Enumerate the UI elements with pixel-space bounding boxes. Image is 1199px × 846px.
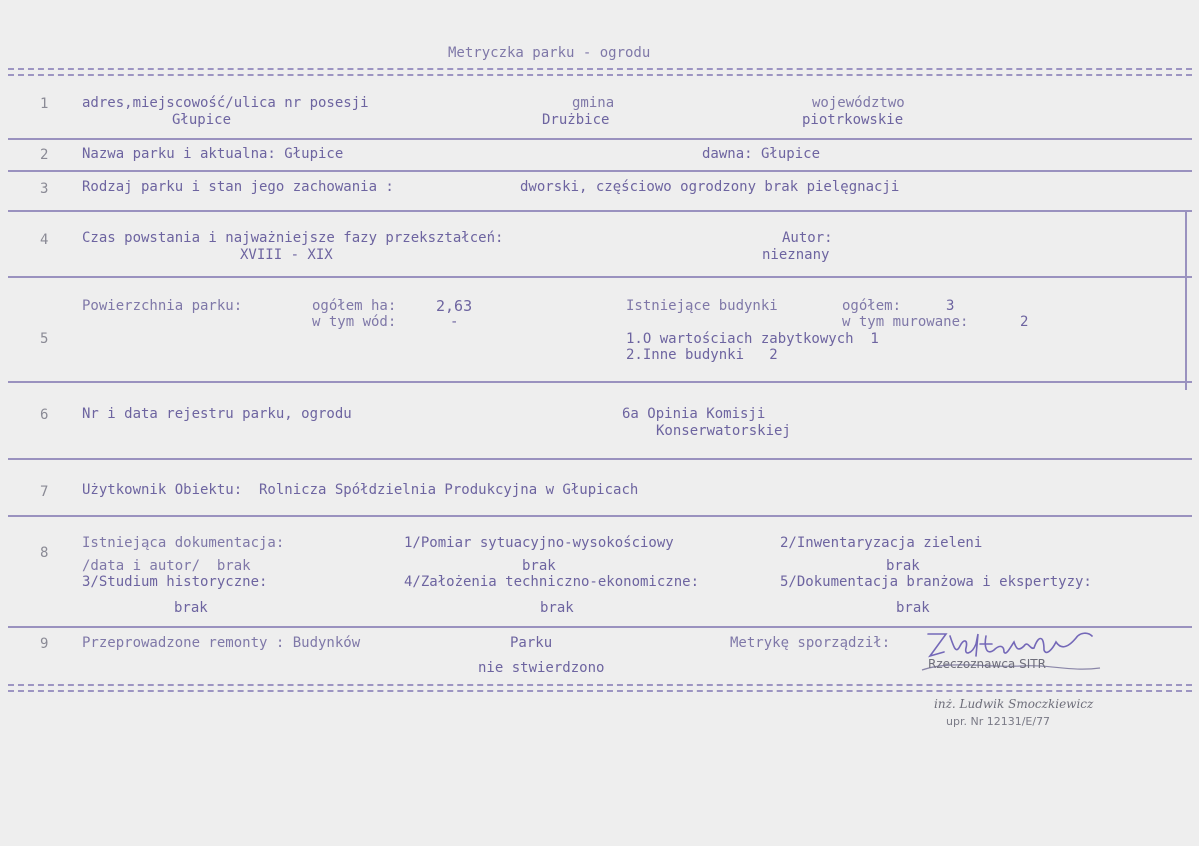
buildings-total-value: 3 <box>946 298 955 314</box>
commission-opinion-2: Konserwatorskiej <box>656 423 791 439</box>
row-number-4: 4 <box>40 232 49 248</box>
greenery-inventory-item: 2/Inwentaryzacja zieleni <box>780 535 983 551</box>
monument-buildings: 1.O wartościach zabytkowych 1 <box>626 331 879 347</box>
technical-economic-value: brak <box>540 600 574 616</box>
sector-documentation-item: 5/Dokumentacja branżowa i ekspertyzy: <box>780 574 1092 590</box>
greenery-inventory-value: brak <box>886 558 920 574</box>
voivodeship-value: piotrkowskie <box>802 112 904 128</box>
park-type-value: dworski, częściowo ogrodzony brak pielęgnacji <box>520 179 900 195</box>
row-number-6: 6 <box>40 407 49 423</box>
footer-rule-2 <box>8 690 1192 692</box>
documentation-label: Istniejąca dokumentacja: <box>82 535 285 551</box>
register-label: Nr i data rejestru parku, ogrodu <box>82 406 352 422</box>
location-value: Głupice <box>172 112 232 128</box>
commission-opinion: 6a Opinia Komisji <box>622 406 766 422</box>
row-number-8: 8 <box>40 545 49 561</box>
other-buildings: 2.Inne budynki 2 <box>626 347 778 363</box>
buildings-total-label: ogółem: <box>842 298 902 314</box>
author-value: nieznany <box>762 247 830 263</box>
prepared-by-label: Metrykę sporządził: <box>730 635 891 651</box>
voivodeship-label: województwo <box>812 95 905 111</box>
survey-value: brak <box>522 558 556 574</box>
row-divider-2 <box>8 170 1192 172</box>
row-number-7: 7 <box>40 484 49 500</box>
area-label: Powierzchnia parku: <box>82 298 243 314</box>
gmina-value: Drużbice <box>542 112 610 128</box>
documentation-date-author: /data i autor/ brak <box>82 558 251 574</box>
row-number-3: 3 <box>40 181 49 197</box>
buildings-label: Istniejące budynki <box>626 298 778 314</box>
water-value: - <box>450 314 459 330</box>
row-divider-1 <box>8 138 1192 140</box>
user-label: Użytkownik Obiektu: Rolnicza Spółdzielnia Produkcyjna w Głupicach <box>82 482 639 498</box>
stamp-name: inż. Ludwik Smoczkiewicz <box>934 697 1094 711</box>
row-divider-5 <box>8 381 1192 383</box>
area-total-label: ogółem ha: <box>312 298 397 314</box>
right-margin-rule <box>1185 210 1187 390</box>
historical-study-value: brak <box>174 600 208 616</box>
renovations-park-label: Parku <box>510 635 553 651</box>
author-label: Autor: <box>782 230 833 246</box>
row-divider-6 <box>8 458 1192 460</box>
row-number-5: 5 <box>40 331 49 347</box>
technical-economic-item: 4/Założenia techniczno-ekonomiczne: <box>404 574 700 590</box>
sector-documentation-value: brak <box>896 600 930 616</box>
stamp-expert-title: Rzeczoznawca SITR <box>928 657 1046 671</box>
park-name-label: Nazwa parku i aktualna: Głupice <box>82 146 344 162</box>
row-divider-7 <box>8 515 1192 517</box>
area-total-value: 2,63 <box>436 297 473 315</box>
row-number-2: 2 <box>40 147 49 163</box>
brick-buildings-value: 2 <box>1020 314 1029 330</box>
card-title: Metryczka parku - ogrodu <box>448 45 651 61</box>
brick-buildings-label: w tym murowane: <box>842 314 969 330</box>
historical-study-item: 3/Studium historyczne: <box>82 574 268 590</box>
origin-label: Czas powstania i najważniejsze fazy przekształceń: <box>82 230 504 246</box>
header-rule-2 <box>8 74 1192 76</box>
row-number-9: 9 <box>40 636 49 652</box>
former-name: dawna: Głupice <box>702 146 821 162</box>
stamp-licence: upr. Nr 12131/E/77 <box>946 715 1051 728</box>
water-label: w tym wód: <box>312 314 397 330</box>
address-label: adres,miejscowość/ulica nr posesji <box>82 95 369 111</box>
header-rule <box>8 68 1192 70</box>
footer-rule <box>8 684 1192 686</box>
park-type-label: Rodzaj parku i stan jego zachowania : <box>82 179 394 195</box>
renovations-label: Przeprowadzone remonty : Budynków <box>82 635 361 651</box>
gmina-label: gmina <box>572 95 615 111</box>
row-number-1: 1 <box>40 96 49 112</box>
origin-period: XVIII - XIX <box>240 247 333 263</box>
survey-item: 1/Pomiar sytuacyjno-wysokościowy <box>404 535 674 551</box>
row-divider-4 <box>8 276 1192 278</box>
renovations-value: nie stwierdzono <box>478 660 605 676</box>
row-divider-3 <box>8 210 1192 212</box>
